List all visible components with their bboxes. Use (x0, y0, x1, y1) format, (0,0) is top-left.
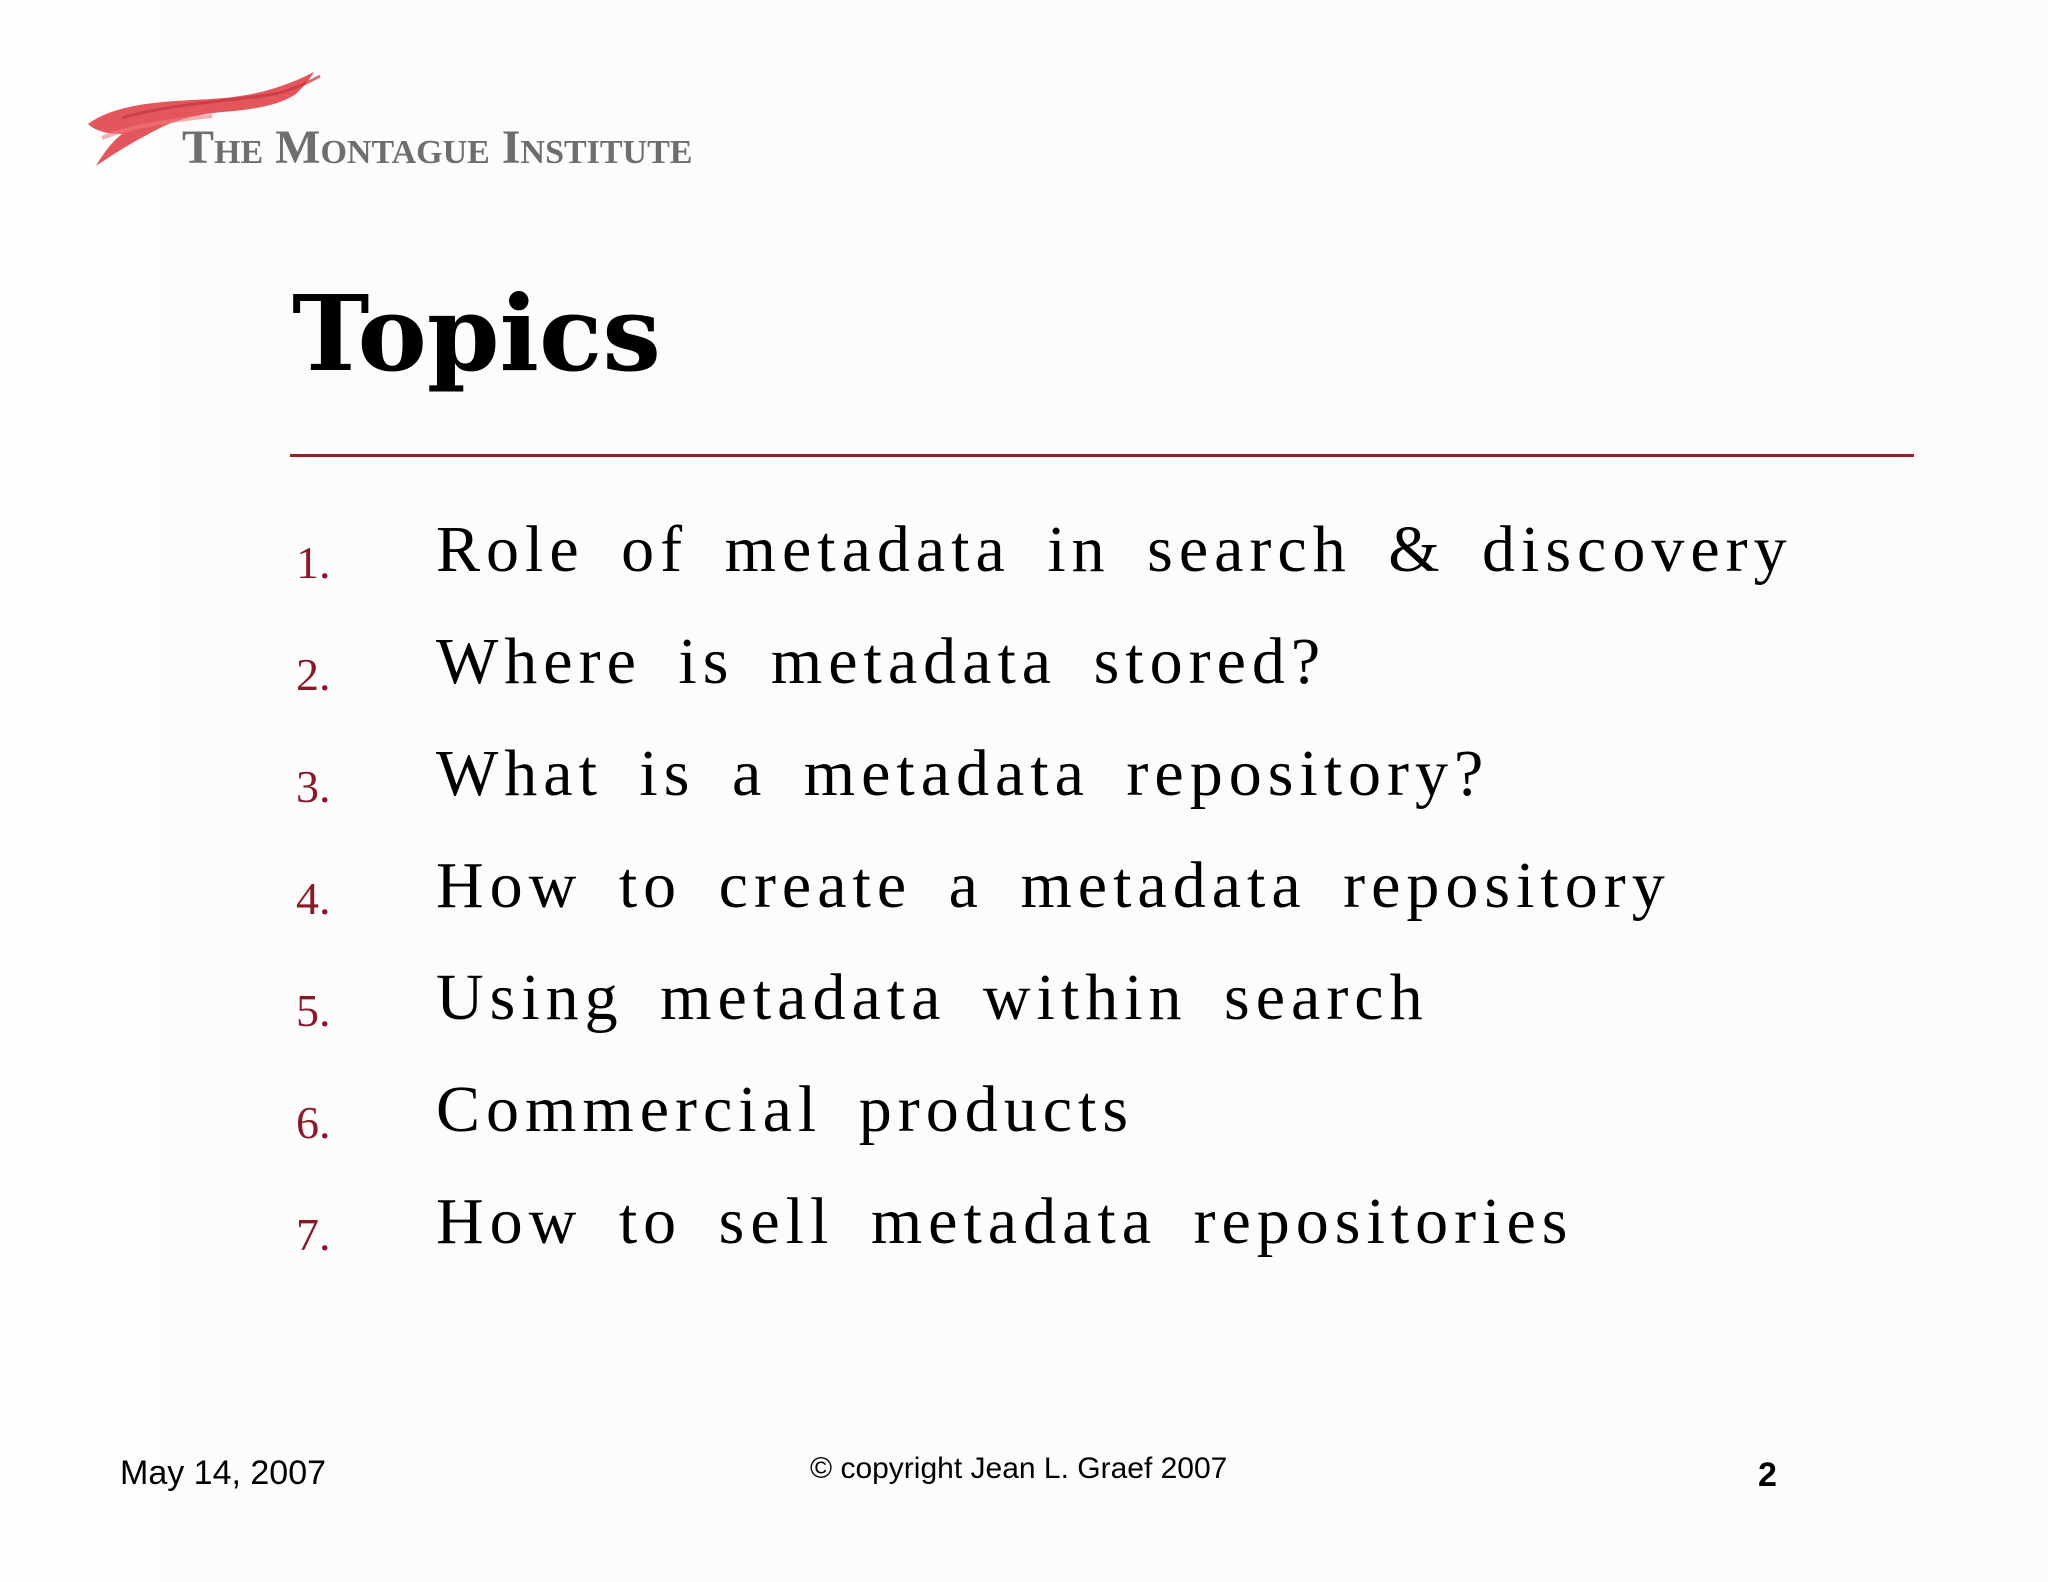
institute-logo (82, 66, 722, 196)
footer-copyright: © copyright Jean L. Graef 2007 (810, 1452, 1228, 1485)
list-item-number: 4. (296, 873, 331, 924)
list-item-number: 1. (296, 537, 331, 588)
list-item-number: 7. (296, 1209, 331, 1260)
title-divider (290, 454, 1914, 457)
footer-date: May 14, 2007 (120, 1454, 327, 1492)
list-item-text: Role of metadata in search & discovery (436, 513, 1793, 586)
list-item-number: 2. (296, 649, 331, 700)
list-item-text: Using metadata within search (436, 961, 1429, 1034)
logo-text: The Montague Institute (182, 121, 693, 174)
list-item-number: 6. (296, 1097, 331, 1148)
list-item-text: How to create a metadata repository (436, 849, 1671, 922)
list-item-text: Commercial products (436, 1073, 1135, 1146)
list-item-text: How to sell metadata repositories (436, 1185, 1574, 1258)
list-item-text: What is a metadata repository? (436, 737, 1490, 810)
list-item-number: 5. (296, 985, 331, 1036)
list-item-number: 3. (296, 761, 331, 812)
page-number: 2 (1758, 1456, 1777, 1494)
slide-title: Topics (292, 272, 661, 395)
list-item-text: Where is metadata stored? (436, 625, 1327, 698)
